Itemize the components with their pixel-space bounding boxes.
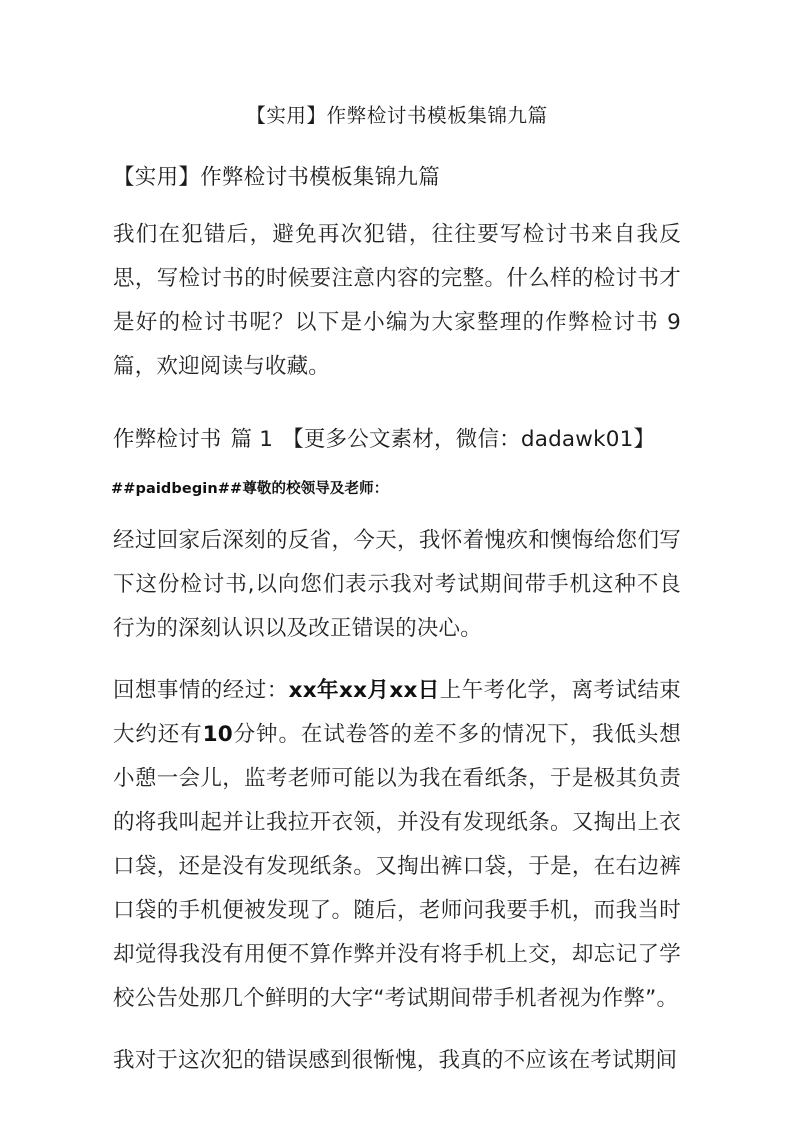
recollection-rest: 在试卷答的差不多的情况下，我低头想小憩一会儿，监考老师可能以为我在看纸条，于是极其负责的将我叫起并让我拉开衣领，并没有发现纸条。又掏出上衣口袋，还是没有发现纸条。又掏出裤口袋，于是，在右边裤口袋的手机便被发现了。随后，老师问我要手机，而我当时却觉得我没有用便不算作弊并没有将手机上交，却忘记了学校公告处那几个鲜明的大字“考试期间带手机者视为作弊”。: [113, 722, 681, 1011]
salutation-text: 尊敬的校领导及老师：: [242, 481, 389, 497]
paid-begin-marker: ##paidbegin##: [111, 481, 243, 497]
intro-paragraph: 我们在犯错后，避免再次犯错，往往要写检讨书来自我反思，写检讨书的时候要注意内容的完整。什么样的检讨书才是好的检讨书呢？以下是小编为大家整理的作弊检讨书 9 篇，欢迎阅读与收藏。: [113, 222, 681, 379]
exam-date-day-unit: 日: [417, 678, 440, 703]
paragraph-recollection: [113, 651, 681, 1021]
exam-date: [289, 678, 440, 703]
recollection-after-date: 上午考化学，离考试结束大约还有: [113, 678, 682, 747]
exam-date-year-unit: 年: [316, 678, 340, 703]
section-heading: [113, 389, 681, 457]
recollection-lead: 回想事情的经过：: [113, 678, 289, 703]
document-subtitle: 【实用】作弊检讨书模板集锦九篇: [113, 165, 441, 190]
section-heading-number: 篇 1: [230, 427, 274, 452]
exam-date-month-unit: 月: [367, 678, 390, 703]
exam-date-day: xx: [389, 678, 418, 703]
paid-begin-salutation-line: [111, 457, 681, 501]
section-heading-label: 作弊检讨书: [113, 427, 222, 452]
section-heading-promo: 【更多公文素材，微信：dadawk01】: [282, 427, 656, 452]
document-title: 【实用】作弊检讨书模板集锦九篇: [246, 104, 548, 127]
document-content-column: [113, 0, 681, 1083]
paragraph-reflection: 经过回家后深刻的反省，今天，我怀着愧疚和懊悔给您们写下这份检讨书,以向您们表示我对考试期间带手机这种不良行为的深刻认识以及改正错误的决心。: [113, 528, 681, 641]
remaining-minutes: 10: [202, 722, 233, 747]
exam-date-year: xx: [288, 678, 317, 703]
remaining-minutes-unit: 分钟。: [232, 722, 301, 747]
paragraph-shame: 我对于这次犯的错误感到很惭愧，我真的不应该在考试期间: [113, 1048, 678, 1073]
exam-date-month: xx: [339, 678, 368, 703]
